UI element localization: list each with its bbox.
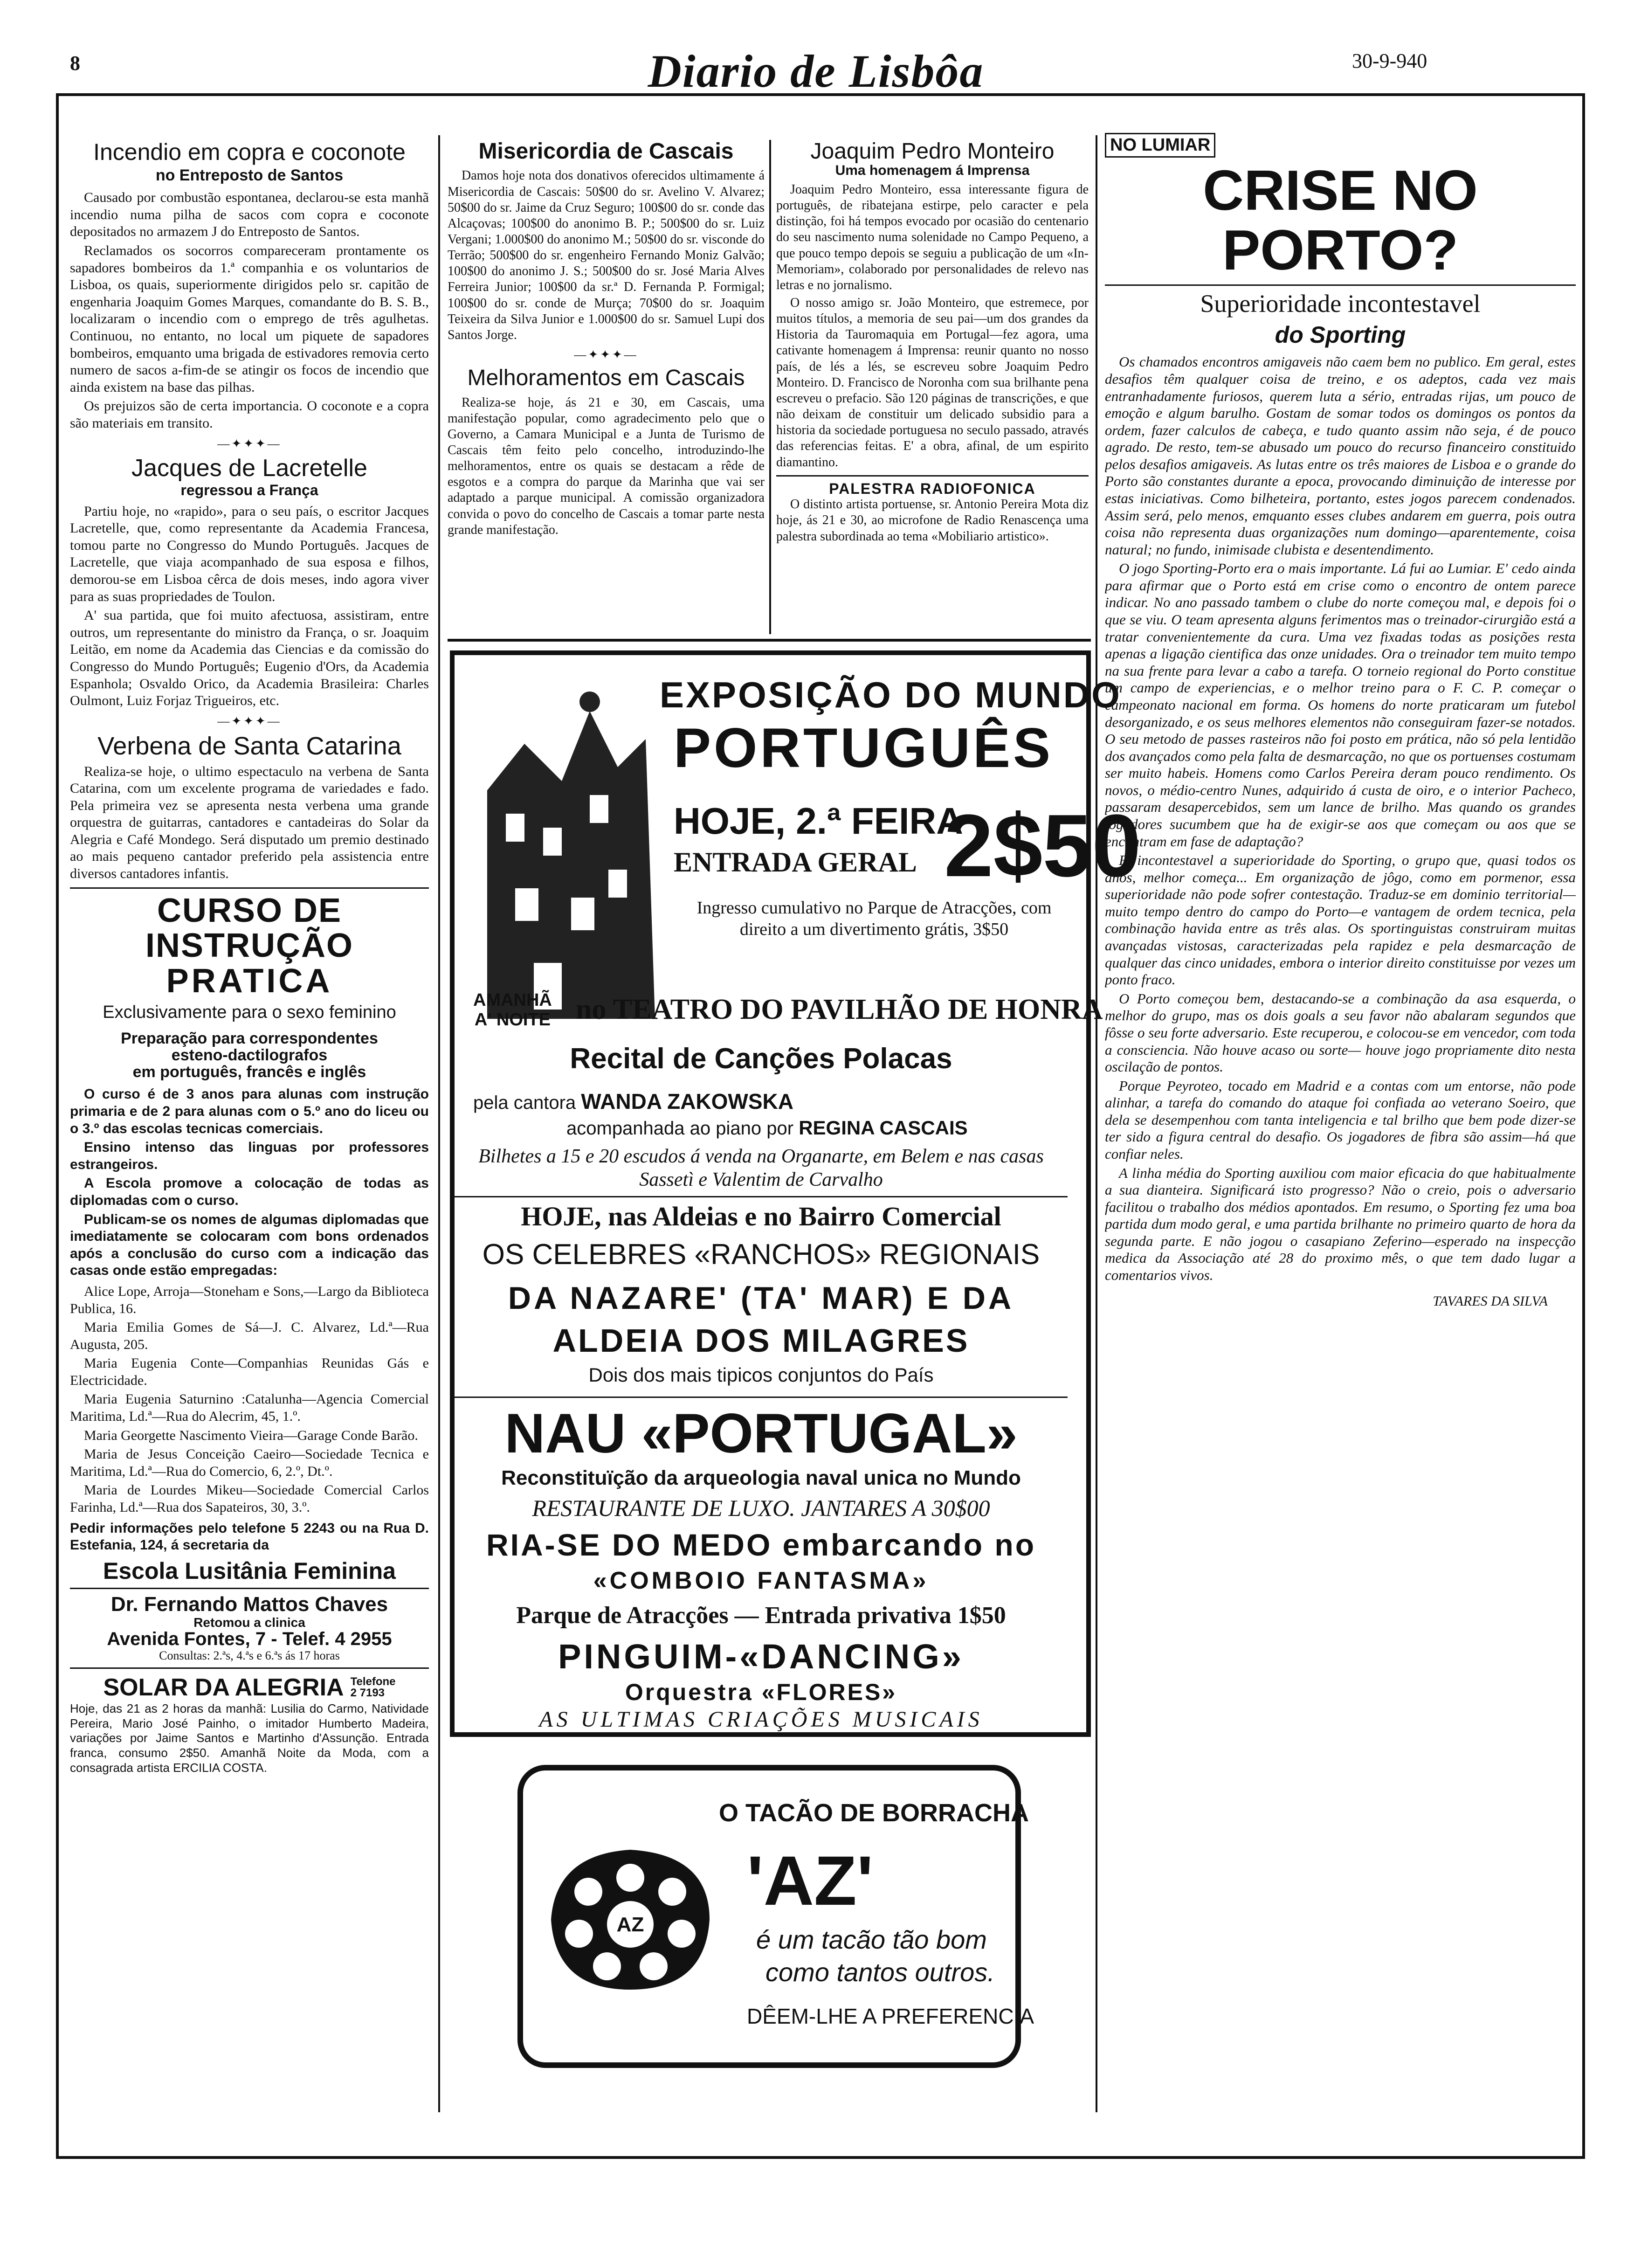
curso-prep: Preparação para correspondentes xyxy=(121,1030,378,1048)
village-illustration xyxy=(469,674,664,1028)
entry-label: ENTRADA GERAL xyxy=(674,847,917,878)
tomorrow: AMANHÃ A' NOITE xyxy=(473,990,552,1030)
nau-subtitle: Reconstituïção da arqueologia naval unica no Mundo xyxy=(501,1466,1021,1489)
article-incendio xyxy=(70,189,429,432)
column-2 xyxy=(448,140,765,634)
paragraph: Reclamados os socorros compareceram prontamente os sapadores bombeiros da 1.ª companhia e os voluntarios de Lisboa, os quais, superiormente dirigidos pelo sr. capitão de engenharia Joaquim Gomes Marques, comandante do B. S. B., localizaram o incendio com o emprego de três agulhetas. Continuou, no entanto, no local um piquete de sapadores bombeiros, emquanto uma brigada de estivadores removia certo numero de sacos a-fim-de se atingir os focos de incendio que ainda existem na base das pilhas. xyxy=(70,242,429,395)
solar-header xyxy=(70,1673,429,1701)
subhead-superioridade: Superioridade incontestavel xyxy=(1200,290,1481,318)
headline-crise: CRISE NO PORTO? xyxy=(1203,159,1478,282)
ranchos-line: OS CELEBRES «RANCHOS» REGIONAIS xyxy=(482,1238,1040,1271)
tickets-info: Bilhetes a 15 e 20 escudos á venda na Organarte, em Belem e nas casas Sassetì e Valentim de Carvalho xyxy=(478,1146,1044,1191)
list-item: Maria Eugenia Conte—Companhias Reunidas Gás e Electricidade. xyxy=(70,1355,429,1388)
list-item: Maria Emilia Gomes de Sá—J. C. Alvarez, Ld.ª—Rua Augusta, 205. xyxy=(70,1320,429,1352)
doctor-address: Avenida Fontes, 7 - Telef. 4 2955 xyxy=(107,1628,392,1649)
paragraph: Os chamados encontros amigaveis não caem bem no publico. Em geral, estes desafios têm qualquer coisa de treino, e os adeptos, cada vez mais entranhadamente furiosos, querem luta a sério, entradas rijas, um pouco de emoção e algum barulho. Gostam de somar todos os domingos os pontos da ordem, fazer calculos de cabeça, e tudo quanto assim não seja, é de pouco agrado. De resto, tem-se abusado um pouco do recurso financeiro constituido pelos desafios amigaveis. As lutas entre os três maiores de Lisboa e o grande do Porto são constantes durante a epoca, provocando diminuição de interesse por estas iniciativas. Como bilheteira, portanto, estes jogos parecem condenados. Assim será, pelo menos, emquanto esses clubes andarem em guerra, pois outra coisa não representa duas organizações num domingo—aparentemente, coisa natural; no fundo, inimisade clubista e desentendimento. xyxy=(1105,353,1576,558)
headline-melhoramentos: Melhoramentos em Cascais xyxy=(467,366,745,391)
subhead-sporting: do Sporting xyxy=(1275,321,1406,348)
tacao-line3: como tantos outros. xyxy=(765,1957,995,1987)
list-item: Maria de Jesus Conceição Caeiro—Sociedade Tecnica e Maritima, Ld.ª—Rua do Comercio, 6, 2.º, Dt.º. xyxy=(70,1446,429,1479)
doctor-hours: Consultas: 2.ªs, 4.ªs e 6.ªs ás 17 horas xyxy=(159,1648,340,1662)
column-rule xyxy=(1096,135,1097,2112)
nazare-line: DA NAZARE' (TA' MAR) E DA xyxy=(508,1280,1014,1316)
expo-title-2: PORTUGUÊS xyxy=(674,717,1054,779)
comboio-line: «COMBOIO FANTASMA» xyxy=(593,1567,929,1594)
school-name: Escola Lusitânia Feminina xyxy=(103,1557,396,1584)
column-3 xyxy=(776,140,1089,634)
paragraph: O jogo Sporting-Porto era o mais importante. Lá fui ao Lumiar. E' cedo ainda para afirmar que o Porto está em crise como o encontro de ontem parece indicar. No ano passado tambem o clube do norte começou mal, e depois foi o que se viu. O team apresenta alguns ferimentos mas o treinador-cirurgião está a tratar convenientemente da cura. Uma vez fixadas todas as posições resta apenas a ligação cientifica das onze unidades. Ora o treinador tem muito tempo na sua frente para levar a cabo a tarefa. O torneio regional do Porto constitue um campo de experiencias, e o melhor treino para o F. C. P. começar o campeonato nacional em forma. Os homens do norte praticaram um futebol desorganizado, e os seus melhores elementos não conseguiram fazer-se notados. O seu metodo de passes rasteiros não foi posto em prática, não só pela lentidão dos avançados como pela falta de desmarcação, no que os portuenses costumam ser muito habeis. Homens como Carlos Pereira deram pouco rendimento. Os novos, o médio-centro Nunes, adquirido á custa de oiro, e o interior Pacheco, passaram desapercebidos, sem um lance de brilho. Mas quando os grandes jogadores sucumbem que ha de exigir-se aos que começam ou aos que se encontram em fase de adaptação? xyxy=(1105,560,1576,850)
article-misericordia: Damos hoje nota dos donativos oferecidos ultimamente á Misericordia de Cascais: 50$00 do sr. Avelino V. Alvarez; 50$00 do sr. Jaime da Cruz Seguro; 100$00 do sr. conde das Alcaçovas; 100$00 do anonimo B. P.; 500$00 do sr. Luiz Vergani; 1.000$00 do anonimo M.; 50$00 do sr. visconde do Terrão; 500$00 do sr. engenheiro Fernando Moniz Galvão; 100$00 do anonimo J. S.; 500$00 do sr. José Maria Alves Ferreira Junior; 100$00 da sr.ª D. Fernanda P. Formigal; 100$00 do sr. conde de Murça; 70$00 do sr. Joaquim Teixeira da Silva Junior e 1.000$00 do sr. Samuel Lupi dos Santos Jorge. xyxy=(448,168,765,342)
headline-verbena: Verbena de Santa Catarina xyxy=(97,732,401,760)
issue-date: 30-9-940 xyxy=(1352,49,1427,72)
tacao-line1: O TACÃO DE BORRACHA xyxy=(719,1799,1029,1827)
doctor-note: Retomou a clinica xyxy=(193,1615,305,1630)
column-4 xyxy=(1105,133,1576,2115)
divider xyxy=(1105,284,1576,286)
paragraph: Os prejuizos são de certa importancia. O coconote e a copra são materiais em transito. xyxy=(70,398,429,431)
divider xyxy=(448,639,1091,642)
paragraph: Realiza-se hoje, o ultimo espectaculo na verbena de Santa Catarina, com um excelente programa de variedades e fado. Pela primeira vez se apresenta nesta verbena uma grande orquestra de guitarras, cantadores e cantadeiras do Solar da Alegria e Café Mondego. Será disputado um premio destinado ao mais pequeno cantador preferido pela assistencia entre diversos cantadores infantis. xyxy=(70,763,429,882)
paragraph: O Porto começou bem, destacando-se a combinação da asa esquerda, o melhor do grupo, mas os dois goals a seu favor não abalaram segundos que fôsse o seu forte adversario. Este recuperou, e colocou-se em vencedor, com toda a consciencia. Não houve acaso ou sorte— houve jogo propriamente dito nesta oscilação de pontos. xyxy=(1105,990,1576,1075)
curso-prep: esteno-dactilografos xyxy=(171,1046,328,1065)
article-crise xyxy=(1105,353,1576,1284)
cumulative-note: Ingresso cumulativo no Parque de Atracções, com direito a um divertimento grátis, 3$50 xyxy=(696,898,1052,939)
diplomadas-list xyxy=(70,1283,429,1516)
curso-title-2: PRATICA xyxy=(166,962,333,1000)
column-rule xyxy=(769,140,771,634)
paragraph: Partiu hoje, no «rapido», para o seu país, o escritor Jacques Lacretelle, que, como representante da Academia Francesa, tomou parte no Congresso do Mundo Português. Jacques de Lacretelle, que viaja acompanhado de sua esposa e filhos, demorou-se em Lisboa cêrca de dois meses, indo agora viver para as suas propriedades de Toulon. xyxy=(70,503,429,604)
paragraph: Porque Peyroteo, tocado em Madrid e a contas com um entorse, não pode alinhar, a tarefa do comando do ataque foi confiada ao veterano Soeiro, que dela se desempenhou com tanta inteligencia e tal brilho que bem pode dizer-se ter sido a figura central do desafio. Os jogadores de fibra são assim—há que confiar neles. xyxy=(1105,1077,1576,1162)
tacao-brand: 'AZ' xyxy=(747,1841,874,1920)
solar-body: Hoje, das 21 as 2 horas da manhã: Lusilia do Carmo, Natividade Pereira, Mario José Painho, o imitador Humberto Madeira, variações por Jaime Santos e Martinho d'Assunção. Entrada franca, consumo 2$50. Amanhã Noite da Moda, com a consagrada artista ERCILIA COSTA. xyxy=(70,1701,429,1775)
paragraph: E' incontestavel a superioridade do Sporting, o grupo que, quasi todos os anos, melhor começa... Em organização de jôgo, como em pormenor, essa superioridade não pode sofrer contestação. Traduz-se em dominio territorial—muito tempo dentro do campo do Porto—e vantagem de ordem tecnica, pela combinação havida entre as três alas. Os sportinguistas construiram muitas avançadas vistosas, caracterizadas pela rapidez e pela desmarcação de qualquer das cinco unidades, embora o interior direito constituisse por vezes um ponto fraco. xyxy=(1105,852,1576,988)
divider xyxy=(776,475,1089,477)
divider xyxy=(70,887,429,889)
list-item: Maria de Lourdes Mikeu—Sociedade Comercial Carlos Farinha, Ld.ª—Rua dos Sapateiros, 30, 3.º. xyxy=(70,1482,429,1515)
ornament-divider: —✦✦✦— xyxy=(217,436,282,450)
recital-title: Recital de Canções Polacas xyxy=(570,1043,952,1075)
subhead-joaquim: Uma homenagem á Imprensa xyxy=(835,163,1030,179)
conjuntos-line: Dois dos mais tipicos conjuntos do País xyxy=(588,1364,934,1386)
article-melhoramentos: Realiza-se hoje, ás 21 e 30, em Cascais, uma manifestação popular, como agradecimento pelo que o Governo, a Camara Municipal e a Junta de Turismo de Cascais têm feito pelo concelho, introduzindo-lhe melhoramentos, entre os quais se destacam a rêde de esgotos e a compra do parque da Marinha que vai ser adaptado a parque municipal. A comissão organizadora convida o povo do concelho de Cascais a tomar parte nesta grande manifestação. xyxy=(448,395,765,537)
paragraph: A linha média do Sporting auxiliou com maior eficacia do que habitualmente a sua dianteira. Significará isto progresso? Não o creio, pois o adversario facilitou o trabalho dos médios apontados. Em resumo, o Sporting fez uma boa partida dum modo geral, e uma partida brilhante no primeiro quarto de hora da segunda parte. E não jogou o casapiano Zeferino—esperado na inspecção medica da Associação até 28 do proximo mês, o que tem dado lugar a comentarios vivos. xyxy=(1105,1164,1576,1284)
paragraph: A' sua partida, que foi muito afectuosa, assistiram, entre outros, um representante do ministro da França, o sr. Joaquim Leitão, em nome da Academia das Ciencias e da comissão do Congresso do Mundo Português; Eugenio d'Ors, da Academia Espanhola; Osvaldo Orico, da Academia Brasileira: Charles Oulmont, Luiz Forjaz Trigueiros, etc. xyxy=(70,608,429,709)
solar-phone: Telefone 2 7193 xyxy=(350,1675,396,1699)
paragraph: A Escola promove a colocação de todas as diplomadas com o curso. xyxy=(70,1175,429,1208)
tacao-line4: DÊEM-LHE A PREFERENCIA xyxy=(747,2004,1034,2028)
paragraph: Causado por combustão espontanea, declarou-se esta manhã incendio numa pilha de sacos com copra e coconote depositados no armazem J do Entreposto de Santos. xyxy=(70,190,429,240)
author-signature: TAVARES DA SILVA xyxy=(1433,1293,1548,1309)
expo-advertisement xyxy=(450,650,1141,1737)
paragraph: Ensino intenso das linguas por professores estrangeiros. xyxy=(70,1140,429,1172)
page-number: 8 xyxy=(70,52,80,75)
divider xyxy=(455,1397,1068,1398)
headline-lacretelle: Jacques de Lacretelle xyxy=(131,454,367,482)
curso-body xyxy=(70,1086,429,1279)
pinguim-line: PINGUIM-«DANCING» xyxy=(558,1637,964,1676)
divider xyxy=(455,1196,1068,1197)
ultimas-line: AS ULTIMAS CRIAÇÕES MUSICAIS xyxy=(539,1707,983,1732)
paragraph: Publicam-se os nomes de algumas diplomadas que imediatamente se colocaram com bons ordenados após a conclusão do curso com a indicação das casas onde estão empregadas: xyxy=(70,1211,429,1279)
curso-prep: em português, francês e inglês xyxy=(132,1063,366,1081)
restaurant-line: RESTAURANTE DE LUXO. JANTARES A 30$00 xyxy=(532,1495,990,1521)
article-verbena xyxy=(70,763,429,883)
doctor-name: Dr. Fernando Mattos Chaves xyxy=(110,1593,388,1616)
pianist-line: acompanhada ao piano por REGINA CASCAIS xyxy=(566,1117,968,1139)
aldeia-milagres: ALDEIA DOS MILAGRES xyxy=(552,1322,970,1359)
ornament-divider: —✦✦✦— xyxy=(217,714,282,728)
headline-incendio: Incendio em copra e coconote xyxy=(93,140,406,165)
article-joaquim xyxy=(776,182,1089,470)
ornament-divider: —✦✦✦— xyxy=(574,348,638,362)
subhead-lacretelle: regressou a França xyxy=(180,482,318,499)
expo-title: EXPOSIÇÃO DO MUNDO xyxy=(660,674,1122,715)
headline-palestra: PALESTRA RADIOFONICA xyxy=(829,480,1036,497)
singer-line: pela cantora WANDA ZAKOWSKA xyxy=(473,1089,793,1113)
venue: no TEATRO DO PAVILHÃO DE HONRA xyxy=(576,994,1103,1025)
today-label: HOJE, 2.ª FEIRA xyxy=(674,800,963,842)
headline-joaquim: Joaquim Pedro Monteiro xyxy=(810,140,1055,164)
tacao-advertisement xyxy=(517,1765,1034,2068)
orquestra-line: Orquestra «FLORES» xyxy=(625,1679,897,1705)
paragraph: O nosso amigo sr. João Monteiro, que estremece, por muitos títulos, a memoria de seu pai—um dos grandes da Historia da Tauromaquia em Portugal—fez agora, uma cativante homenagem á Imprensa: reunir quanto no nosso país, de lés a lés, se escreveu sobre Joaquim Pedro Monteiro. D. Francisco de Noronha com sua brilhante pena escreveu o prefacio. São 120 páginas de transcrições, e que não deixam de constituir um delicado subsidio para a historia da sociedade portuguesa no seculo passado, através das referencias feitas. E' a obra, afinal, de um espirito diamantino. xyxy=(776,295,1089,470)
nau-title: NAU «PORTUGAL» xyxy=(504,1402,1018,1465)
parque-line: Parque de Atracções — Entrada privativa 1$50 xyxy=(516,1602,1006,1629)
heel-illustration xyxy=(537,1836,724,2004)
list-item: Alice Lope, Arroja—Stoneham e Sons,—Largo da Biblioteca Publica, 16. xyxy=(70,1283,429,1316)
list-item: Maria Eugenia Saturnino :Catalunha—Agencia Comercial Maritima, Ld.ª—Rua do Alecrim, 45, 1.º. xyxy=(70,1391,429,1424)
article-lacretelle xyxy=(70,503,429,710)
aldeias-line: HOJE, nas Aldeias e no Bairro Comercial xyxy=(521,1201,1001,1231)
paragraph: O curso é de 3 anos para alunas com instrução primaria e de 2 para alunas com o 5.º ano do liceu ou o 3.º das escolas tecnicas comerciais. xyxy=(70,1086,429,1136)
svg-text:AZ: AZ xyxy=(616,1913,644,1936)
column-1 xyxy=(70,140,429,2098)
divider xyxy=(70,1588,429,1589)
price: 2$50 xyxy=(944,796,1141,895)
list-item: Maria Georgette Nascimento Vieira—Garage Conde Barão. xyxy=(84,1427,418,1443)
ria-line: RIA-SE DO MEDO embarcando no xyxy=(486,1528,1036,1562)
headline-misericordia: Misericordia de Cascais xyxy=(478,140,734,164)
divider xyxy=(70,1667,429,1669)
curso-info: Pedir informações pelo telefone 5 2243 ou na Rua D. Estefania, 124, á secretaria da xyxy=(70,1520,429,1553)
subhead-incendio: no Entreposto de Santos xyxy=(155,166,344,184)
masthead: Diario de Lisbôa xyxy=(648,45,984,97)
column-rule xyxy=(438,135,440,2112)
paragraph: Joaquim Pedro Monteiro, essa interessante figura de português, de ribatejana estirpe, pelo caracter e pela distinção, foi há tempos evocado por ocasião do centenario do seu nascimento numa solenidade no Campo Pequeno, a que pouco tempo depois se seguiu a publicação de um «In-Memoriam», colaborado por personalidades de relevo nas letras e no jornalismo. xyxy=(776,182,1089,292)
curso-title: CURSO DE INSTRUÇÃO xyxy=(145,892,353,965)
tacao-line2: é um tacão tão bom xyxy=(756,1925,987,1954)
solar-title: SOLAR DA ALEGRIA xyxy=(103,1673,344,1701)
curso-subtitle: Exclusivamente para o sexo feminino xyxy=(103,1003,396,1023)
article-palestra: O distinto artista portuense, sr. Antonio Pereira Mota diz hoje, ás 21 e 30, ao microfone de Radio Renascença uma palestra subordinada ao tema «Mobiliario artistico». xyxy=(776,497,1089,544)
kicker-lumiar: NO LUMIAR xyxy=(1105,133,1215,158)
